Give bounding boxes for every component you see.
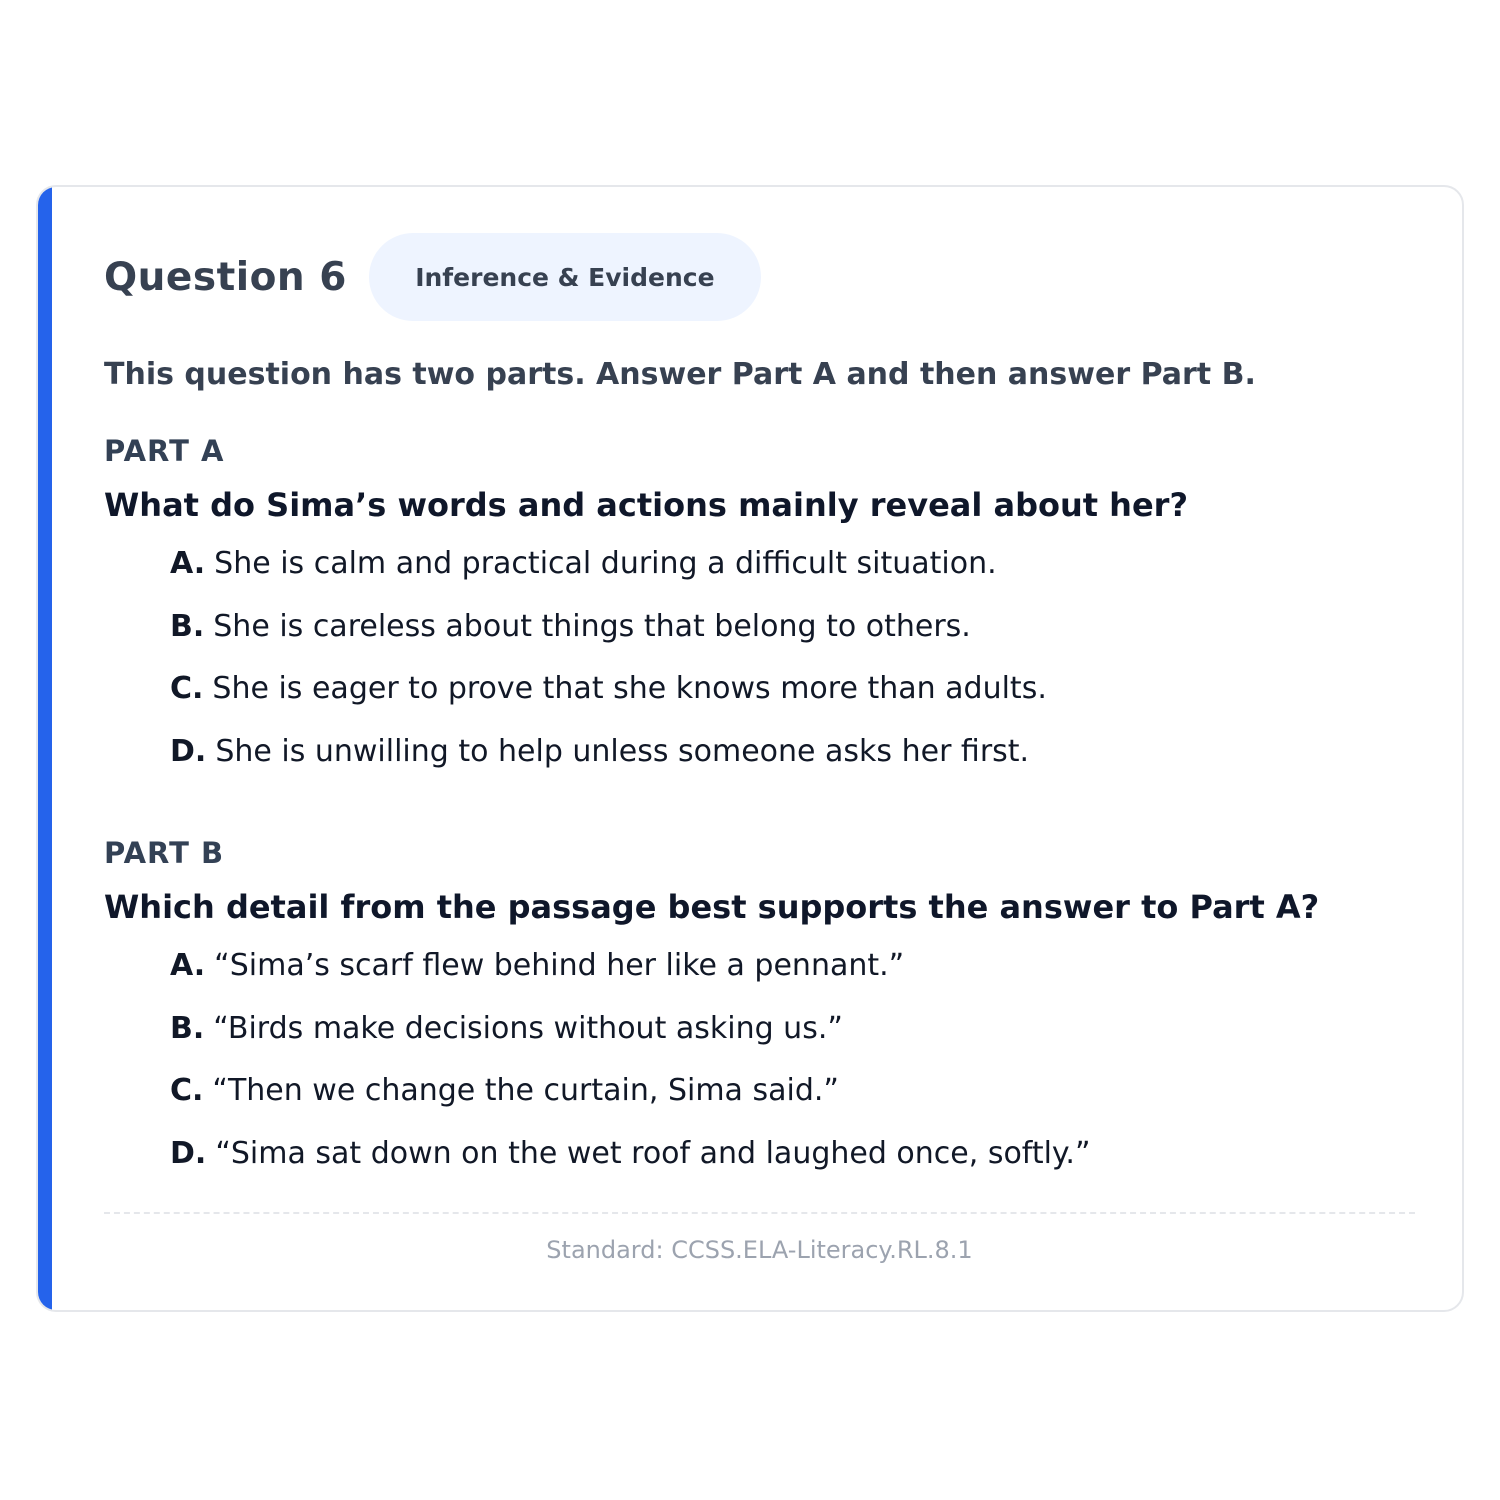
question-content bbox=[104, 233, 1412, 1264]
part-a-choice-c[interactable] bbox=[170, 671, 1412, 734]
choice-letter: B. bbox=[170, 608, 205, 644]
part-a-choice-b[interactable] bbox=[170, 609, 1412, 672]
choice-text: She is calm and practical during a difficult situation. bbox=[214, 546, 997, 581]
choice-text: She is unwilling to help unless someone asks her first. bbox=[215, 733, 1030, 769]
choice-letter: A. bbox=[170, 948, 206, 983]
part-b-label: PART B bbox=[104, 836, 225, 870]
choice-text: “Then we change the curtain, Sima said.” bbox=[212, 1073, 839, 1108]
choice-text: “Sima sat down on the wet roof and laughed once, softly.” bbox=[215, 1135, 1091, 1171]
part-b-choice-c[interactable] bbox=[170, 1073, 1412, 1136]
part-a-choice-d[interactable] bbox=[170, 734, 1412, 797]
choice-text: “Sima’s scarf flew behind her like a pennant.” bbox=[214, 948, 905, 983]
part-b-choice-b[interactable] bbox=[170, 1011, 1412, 1074]
choice-letter: C. bbox=[170, 671, 204, 706]
accent-bar bbox=[38, 187, 52, 1310]
part-a-label: PART A bbox=[104, 434, 225, 468]
part-b-choice-d[interactable] bbox=[170, 1136, 1412, 1199]
part-a-choice-a[interactable] bbox=[170, 546, 1412, 609]
choice-text: “Birds make decisions without asking us.” bbox=[213, 1010, 843, 1046]
footer-divider bbox=[104, 1212, 1415, 1214]
question-header bbox=[104, 233, 1412, 321]
part-b-choices bbox=[104, 948, 1412, 1198]
choice-letter: D. bbox=[170, 733, 207, 769]
question-card bbox=[36, 185, 1464, 1312]
part-a-prompt: What do Sima’s words and actions mainly reveal about her? bbox=[104, 486, 1188, 524]
choice-letter: A. bbox=[170, 546, 206, 581]
part-a-choices bbox=[104, 546, 1412, 796]
choice-text: She is eager to prove that she knows more than adults. bbox=[212, 671, 1047, 706]
skill-badge: Inference & Evidence bbox=[369, 233, 761, 321]
question-title: Question 6 bbox=[104, 254, 347, 300]
choice-text: She is careless about things that belong to others. bbox=[213, 608, 971, 644]
standard-label: Standard: CCSS.ELA-Literacy.RL.8.1 bbox=[546, 1236, 973, 1264]
question-instructions: This question has two parts. Answer Part A and then answer Part B. bbox=[104, 357, 1256, 392]
part-b-prompt: Which detail from the passage best supports the answer to Part A? bbox=[104, 888, 1320, 926]
part-b-choice-a[interactable] bbox=[170, 948, 1412, 1011]
choice-letter: C. bbox=[170, 1073, 204, 1108]
choice-letter: D. bbox=[170, 1135, 207, 1171]
choice-letter: B. bbox=[170, 1010, 205, 1046]
